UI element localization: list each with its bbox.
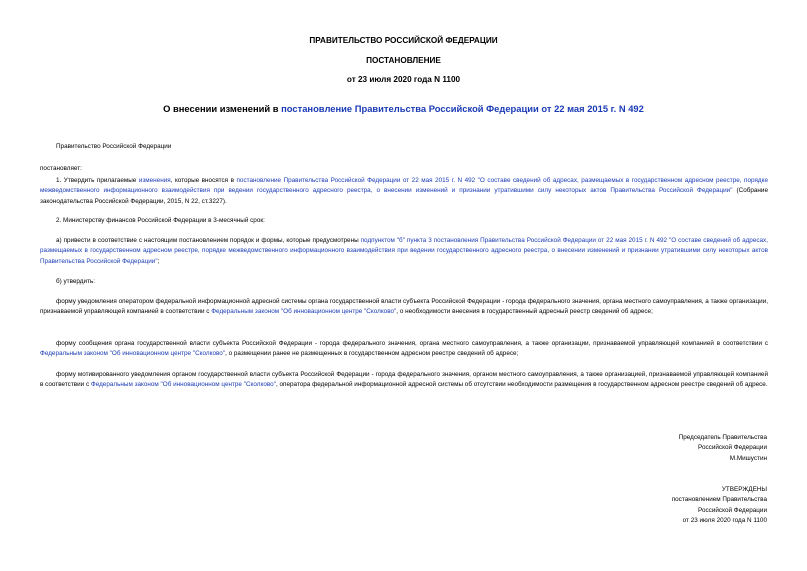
form2-text-b: , о размещении ранее не размещенных в государственном адресном реестре сведений об адресе;	[225, 350, 519, 358]
form3-law-link[interactable]: Федеральным законом "Об инновационном центре "Сколково"	[90, 381, 276, 389]
paragraph-2b	[40, 277, 768, 287]
form2-text-a: форму сообщения органа государственной власти субъекта Российской Федерации - города федерального значения, органа местного самоуправления, а также организации, признаваемой управляющей компанией в соответствии с	[56, 340, 768, 347]
intro-block	[40, 142, 768, 152]
doc-date-number: от 23 июля 2020 года N 1100	[346, 75, 461, 84]
p2a-subpoint-link[interactable]: подпунктом "б" пункта 3 постановления Правительства Российской Федерации от 22 мая 2015 г. N 492 "О составе сведений об адресах, размещаемых в государственном адресном реестре, порядке межведомственного информационного взаимодействия при ведении государственного адресного реестра, о внесении изменений и признании утратившими силу некоторых актов Правительства Российской Федерации"	[40, 237, 768, 265]
decides-text: постановляет:	[40, 165, 82, 172]
p2-text: 2. Министерству финансов Российской Федерации в 3-месячный срок:	[56, 217, 265, 224]
p2a-text-a: а) привести в соответствие с настоящим постановлением порядок и формы, которые предусмотрены	[56, 237, 361, 244]
p1-resolution-link[interactable]: постановление Правительства Российской Федерации от 22 мая 2015 г. N 492 "О составе сведений об адресах, размещаемых в государственном адресном реестре, порядке межведомственного информационного взаимодействия при ведении государственного адресного реестра, о внесении изменений и признании утратившими силу некоторых актов Правительства Российской Федерации"	[40, 177, 768, 195]
document-title	[0, 103, 807, 115]
form1-text-a: форму уведомления оператором федеральной информационной адресной системы органа государственной власти субъекта Российской Федерации - города федерального значения, органа местного самоуправления, а также организации, признаваемой управляющей компанией в соответствии с	[40, 298, 768, 316]
form3-text-a: форму мотивированного уведомления органом государственной власти субъекта Российской Федерации - города федерального значения, органом местного самоуправления, а также организацией, признаваемой управляющей компанией в соответствии с	[40, 371, 768, 389]
signature-body: Российской Федерации	[698, 444, 767, 452]
government-heading: ПРАВИТЕЛЬСТВО РОССИЙСКОЙ ФЕДЕРАЦИИ	[309, 36, 498, 45]
form-1	[40, 297, 768, 318]
paragraph-2	[40, 216, 768, 226]
paragraph-1	[40, 176, 768, 207]
paragraph-2a	[40, 236, 768, 267]
form3-text-b: , оператора федеральной информационной адресной системы об отсутствии необходимости размещения в государственном адресном реестре сведений об адресе.	[275, 381, 768, 389]
p2b-text: б) утвердить:	[56, 278, 96, 285]
form-2	[40, 339, 768, 360]
p1-text-c: (Собрание законодательства Российской Федерации, 2015, N 22, ст.3227).	[40, 187, 768, 205]
form1-text-b: , о необходимости внесения в государственный адресный реестр сведений об адресе;	[396, 308, 653, 316]
approved-block	[672, 485, 767, 527]
p2a-text-b: ;	[157, 257, 160, 265]
approved-by: постановлением Правительства	[671, 496, 767, 504]
form1-law-link[interactable]: Федеральным законом "Об инновационном центре "Сколково"	[211, 308, 397, 316]
p1-text-b: , которые вносятся в	[170, 177, 237, 184]
p1-changes-link[interactable]: изменения	[138, 177, 171, 184]
decides-block	[40, 164, 768, 174]
intro-text: Правительство Российской Федерации	[56, 143, 172, 150]
title-prefix: О внесении изменений в	[163, 103, 282, 114]
form-3	[40, 370, 768, 391]
p1-text-a: 1. Утвердить прилагаемые	[56, 177, 139, 184]
signature-position: Председатель Правительства	[678, 434, 767, 441]
signature-block	[679, 433, 767, 464]
doc-type-heading: ПОСТАНОВЛЕНИЕ	[366, 56, 441, 65]
title-link[interactable]: постановление Правительства Российской Федерации от 22 мая 2015 г. N 492	[281, 103, 644, 114]
approved-date: от 23 июля 2020 года N 1100	[682, 517, 767, 525]
signature-name: М.Мишустин	[729, 454, 767, 462]
approved-heading: УТВЕРЖДЕНЫ	[721, 486, 767, 493]
form2-law-link[interactable]: Федеральным законом "Об инновационном центре "Сколково"	[40, 350, 226, 358]
approved-body: Российской Федерации	[698, 506, 767, 514]
